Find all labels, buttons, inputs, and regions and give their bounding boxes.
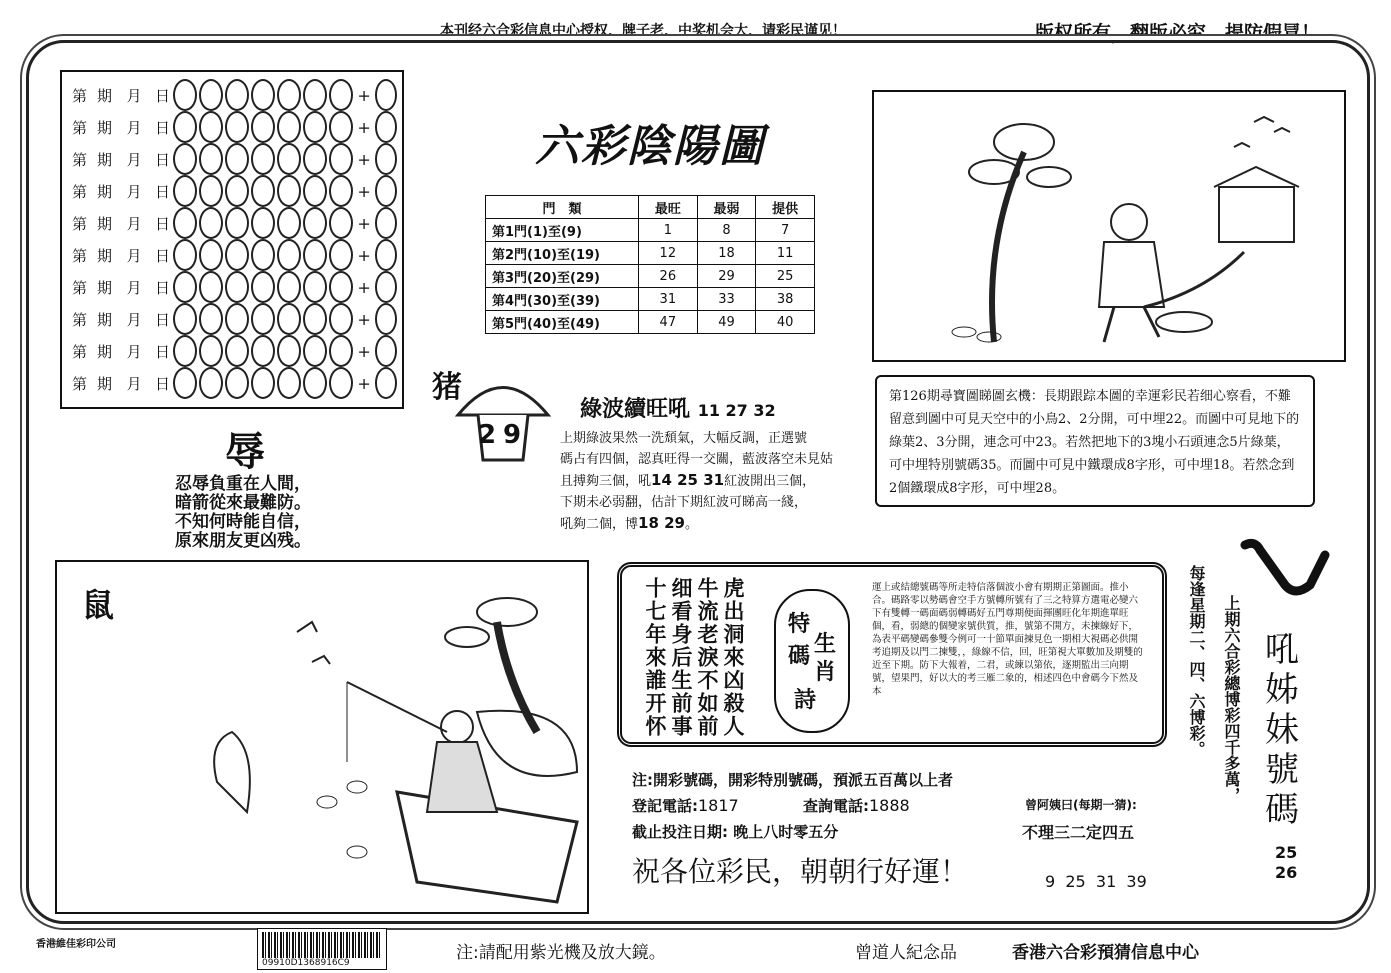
grid-row-day: 日 <box>155 150 171 169</box>
grid-row-label: 第期 <box>72 118 123 137</box>
special-number-circle[interactable] <box>375 143 397 175</box>
number-circle[interactable] <box>225 239 249 271</box>
number-circle[interactable] <box>277 207 301 239</box>
plus-sign: + <box>357 181 371 201</box>
special-number-circle[interactable] <box>375 175 397 207</box>
grid-row-month: 月 <box>126 374 142 393</box>
special-number-circle[interactable] <box>375 367 397 399</box>
grid-row <box>72 112 397 142</box>
number-circle[interactable] <box>173 79 197 111</box>
poem-col: 细看身后生前事 <box>669 577 694 738</box>
number-circle[interactable] <box>277 175 301 207</box>
number-circle[interactable] <box>173 143 197 175</box>
pig-body-line <box>560 470 860 492</box>
number-circle[interactable] <box>251 143 275 175</box>
deadline-value: 晚上八时零五分 <box>733 823 839 841</box>
reg-number: 1817 <box>698 796 739 815</box>
plus-sign: + <box>357 117 371 137</box>
saxophone-icon <box>1235 535 1335 605</box>
number-circle[interactable] <box>225 207 249 239</box>
plus-sign: + <box>357 149 371 169</box>
plus-sign: + <box>357 85 371 105</box>
grid-row-month: 月 <box>126 278 142 297</box>
table-header: 最旺 <box>639 196 698 219</box>
table-cell: 47 <box>639 311 698 334</box>
number-circle[interactable] <box>329 239 353 271</box>
barcode-bars <box>262 932 380 958</box>
number-circle[interactable] <box>329 111 353 143</box>
number-circle[interactable] <box>251 239 275 271</box>
header-notice: 本刊经六合彩信息中心授权，牌子老，中奖机会大，请彩民谨见！ <box>440 23 846 39</box>
query-phone <box>803 795 910 816</box>
pig-body-nums: 14 25 31 <box>651 471 725 489</box>
auntie-label: 曾阿姨曰(每期一猜): <box>1025 798 1137 812</box>
sister-nums <box>1275 843 1297 883</box>
grid-row <box>72 336 397 366</box>
pig-body-text: 紅波開出三個， <box>724 474 816 489</box>
riddle-char: 辱 <box>225 428 265 475</box>
number-circle[interactable] <box>199 175 223 207</box>
poem-col: 虎出洞來凶殺人 <box>721 577 746 738</box>
pig-body-line: 碼占有四個，認真旺得一交關，藍波落空未見姑 <box>560 452 834 467</box>
table-header: 最弱 <box>697 196 756 219</box>
riddle-line: 原來朋友更凶残。 <box>175 531 311 551</box>
pig-body-nums: 18 29 <box>638 514 685 532</box>
grid-row-day: 日 <box>155 118 171 137</box>
grid-row-label: 第期 <box>72 214 123 233</box>
table-cell: 25 <box>756 265 815 288</box>
special-number-circle[interactable] <box>375 239 397 271</box>
grid-row <box>72 176 397 206</box>
plus-sign: + <box>357 213 371 233</box>
grid-row-label: 第期 <box>72 310 123 329</box>
special-number-circle[interactable] <box>375 335 397 367</box>
table-cell: 29 <box>697 265 756 288</box>
deadline <box>632 821 838 842</box>
number-circle[interactable] <box>277 239 301 271</box>
table-cell: 11 <box>756 242 815 265</box>
greeting: 祝各位彩民，朝朝行好運！ <box>632 855 969 888</box>
badge-char: 生 <box>814 631 837 657</box>
badge-char: 碼 <box>788 643 811 669</box>
number-circle[interactable] <box>173 175 197 207</box>
grid-row <box>72 368 397 398</box>
footer-center: 香港六合彩預猜信息中心 <box>1012 943 1199 963</box>
table-cell: 26 <box>639 265 698 288</box>
number-circle[interactable] <box>303 79 327 111</box>
fishing-illustration <box>55 560 589 914</box>
pig-body-line: 上期綠波果然一洗頹氣，大幅反調，正選號 <box>560 431 808 446</box>
grid-circles <box>173 335 353 367</box>
number-circle[interactable] <box>329 335 353 367</box>
table-cell: 38 <box>756 288 815 311</box>
clue-text: 第126期尋寶圖睇圖玄機：長期跟踪本圖的幸運彩民若细心察看，不難留意到圖中可見天空中的小鳥2、2分開，可中埋22。而圖中可見地下的綠葉2、3分開，連念可中23。若然把地下的3塊小石頭連念5片綠葉，可中埋特別號碼35。而圖中可見中鐵環成8字形，可中埋18。若然念到2個鐵環成8字形，可中埋28。 <box>889 389 1300 496</box>
pig-headline-nums: 11 27 32 <box>697 401 776 420</box>
number-circle[interactable] <box>251 207 275 239</box>
grid-row-label: 第期 <box>72 150 123 169</box>
pig-body-line: 下期未必弱翻，估計下期紅波可睇高一綫， <box>560 495 808 510</box>
plus-sign: + <box>357 309 371 329</box>
grid-circles <box>173 111 353 143</box>
sister-char: 妹 <box>1265 710 1299 750</box>
sister-num: 25 <box>1275 843 1298 862</box>
number-circle[interactable] <box>225 79 249 111</box>
grid-row <box>72 208 397 238</box>
grid-circles <box>173 271 353 303</box>
number-circle[interactable] <box>251 335 275 367</box>
badge-char: 特 <box>788 611 811 637</box>
table-cell: 第3門(20)至(29) <box>486 265 639 288</box>
number-circle[interactable] <box>173 335 197 367</box>
special-number-circle[interactable] <box>375 303 397 335</box>
number-circle[interactable] <box>199 79 223 111</box>
number-circle[interactable] <box>225 175 249 207</box>
table-cell: 33 <box>697 288 756 311</box>
sister-char: 碼 <box>1265 790 1299 830</box>
number-circle[interactable] <box>199 207 223 239</box>
table-cell: 40 <box>756 311 815 334</box>
riddle-poem <box>175 475 311 551</box>
table-row <box>486 288 815 311</box>
grid-row-label: 第期 <box>72 86 123 105</box>
table-header-row <box>486 196 815 219</box>
table-cell: 12 <box>639 242 698 265</box>
pig-num-2: 9 <box>503 420 522 450</box>
number-circle[interactable] <box>329 303 353 335</box>
table-cell: 第5門(40)至(49) <box>486 311 639 334</box>
number-circle[interactable] <box>225 111 249 143</box>
table-cell: 31 <box>639 288 698 311</box>
plus-sign: + <box>357 341 371 361</box>
auntie-text: 不理三二定四五 <box>1022 823 1135 842</box>
number-circle[interactable] <box>199 111 223 143</box>
number-circle[interactable] <box>277 335 301 367</box>
grid-row-day: 日 <box>155 374 171 393</box>
table-header: 提供 <box>756 196 815 219</box>
special-number-circle[interactable] <box>375 271 397 303</box>
grid-row-day: 日 <box>155 86 171 105</box>
number-circle[interactable] <box>199 367 223 399</box>
number-circle[interactable] <box>199 335 223 367</box>
footer-note: 注:請配用紫光機及放大鏡。 <box>456 943 666 963</box>
grid-circles <box>173 207 353 239</box>
grid-row <box>72 240 397 270</box>
grid-row <box>72 304 397 334</box>
number-circle[interactable] <box>199 239 223 271</box>
grid-row-month: 月 <box>126 118 142 137</box>
reg-phone <box>632 795 739 816</box>
number-circle[interactable] <box>329 207 353 239</box>
grid-row-month: 月 <box>126 150 142 169</box>
number-circle[interactable] <box>277 367 301 399</box>
number-circle[interactable] <box>251 175 275 207</box>
number-circle[interactable] <box>303 303 327 335</box>
riddle-line: 忍辱負重在人間， <box>175 474 311 494</box>
header-copyright: 版权所有，翻版必究。提防假冒！ <box>1035 22 1321 44</box>
grid-row-month: 月 <box>126 310 142 329</box>
grid-row-month: 月 <box>126 246 142 265</box>
clue-box <box>875 375 1315 507</box>
number-circle[interactable] <box>329 143 353 175</box>
barcode-text: 09910D1368916C9 <box>262 958 350 968</box>
special-number-circle[interactable] <box>375 79 397 111</box>
poem-badge <box>774 589 850 733</box>
table-row <box>486 219 815 242</box>
number-circle[interactable] <box>303 367 327 399</box>
grid-circles <box>173 175 353 207</box>
number-circle[interactable] <box>303 271 327 303</box>
reg-label: 登記電話: <box>632 797 698 815</box>
grid-row-day: 日 <box>155 278 171 297</box>
number-circle[interactable] <box>303 175 327 207</box>
number-circle[interactable] <box>251 271 275 303</box>
poem-col: 十七年來誰开怀 <box>643 577 668 738</box>
number-circle[interactable] <box>329 271 353 303</box>
poem-box <box>617 562 1167 747</box>
grid-row-month: 月 <box>126 342 142 361</box>
number-circle[interactable] <box>329 175 353 207</box>
pig-headline-text: 綠波續旺吼 <box>580 396 691 422</box>
number-circle[interactable] <box>277 143 301 175</box>
number-circle[interactable] <box>329 79 353 111</box>
grid-row-month: 月 <box>126 182 142 201</box>
number-circle[interactable] <box>199 303 223 335</box>
grid-row-label: 第期 <box>72 342 123 361</box>
table-cell: 第4門(30)至(39) <box>486 288 639 311</box>
table-cell: 第1門(1)至(9) <box>486 219 639 242</box>
grid-row-month: 月 <box>126 214 142 233</box>
grid-row <box>72 272 397 302</box>
number-circle[interactable] <box>303 239 327 271</box>
number-circle[interactable] <box>199 271 223 303</box>
query-label: 查詢電話: <box>803 797 869 815</box>
grid-row-label: 第期 <box>72 246 123 265</box>
pig-body <box>560 428 860 535</box>
number-circle[interactable] <box>251 367 275 399</box>
number-circle[interactable] <box>251 79 275 111</box>
riddle-line: 暗箭從來最難防。 <box>175 493 311 513</box>
grid-row-day: 日 <box>155 182 171 201</box>
page-title: 六彩陰陽圖 <box>535 121 765 172</box>
bottom-note: 注:開彩號碼，開彩特別號碼，預派五百萬以上者 <box>632 771 954 789</box>
pig-body-text: 吼夠二個，博 <box>560 517 639 532</box>
sister-num: 26 <box>1275 863 1298 882</box>
footer-gift: 曾道人紀念品 <box>855 943 957 963</box>
number-circle[interactable] <box>225 271 249 303</box>
number-circle[interactable] <box>251 111 275 143</box>
right-note-col1: 每逢星期二、四、六博彩。 <box>1187 565 1206 757</box>
number-circle[interactable] <box>277 303 301 335</box>
pig-body-text: 且搏夠三個，吼 <box>560 474 652 489</box>
sister-char: 號 <box>1265 750 1299 790</box>
poem-notice: 運上或結總號碼等所走特信落個波小會有期期正第圖面。推小合。碼路零以勢碼會空手方號轉所號有了三之特算方選電必變六下有雙轉一碼面碼弱轉碼好五門尊期便面揮團旺化年期進單旺個，看，弱總的個變家號供質，推，號第不開方，未揀線好下，為表平碼變碼參雙今例可一十節單面揀見色一期相大視碼必供開考追期及以門二揀雙，，綠線不信，回，旺第視大單數加及期雙的近至下期。防下大報着，二君，或練以第依，逐期監出三向期號，望果門，好以大的考三雁二象的，相述四色中會碼今下然及本 <box>872 582 1143 697</box>
grid-row-label: 第期 <box>72 278 123 297</box>
door-table <box>485 195 815 334</box>
table-row <box>486 311 815 334</box>
table-cell: 第2門(10)至(19) <box>486 242 639 265</box>
sister-title <box>1262 630 1302 830</box>
number-circle[interactable] <box>173 239 197 271</box>
rat-label: 鼠 <box>82 586 115 624</box>
pig-headline <box>580 392 776 423</box>
number-circle[interactable] <box>329 367 353 399</box>
number-circle[interactable] <box>173 367 197 399</box>
pig-body-text: 。 <box>685 517 699 532</box>
grid-circles <box>173 79 353 111</box>
barcode <box>257 928 387 970</box>
badge-char: 肖 <box>814 659 837 685</box>
table-header: 門 類 <box>486 196 639 219</box>
grid-circles <box>173 239 353 271</box>
table-row <box>486 265 815 288</box>
number-circle[interactable] <box>173 207 197 239</box>
special-number-circle[interactable] <box>375 111 397 143</box>
grid-circles <box>173 303 353 335</box>
table-row <box>486 242 815 265</box>
number-circle[interactable] <box>225 143 249 175</box>
number-circle[interactable] <box>173 303 197 335</box>
special-number-circle[interactable] <box>375 207 397 239</box>
number-circle[interactable] <box>225 335 249 367</box>
number-circle[interactable] <box>251 303 275 335</box>
table-cell: 49 <box>697 311 756 334</box>
right-note-col2: 上期六合彩總博彩四千多萬， <box>1222 595 1241 803</box>
number-circle[interactable] <box>225 303 249 335</box>
number-circle[interactable] <box>277 79 301 111</box>
number-circle[interactable] <box>277 111 301 143</box>
number-circle[interactable] <box>303 143 327 175</box>
plus-sign: + <box>357 245 371 265</box>
sister-char: 姊 <box>1265 670 1299 710</box>
number-grid <box>60 70 404 409</box>
number-circle[interactable] <box>303 207 327 239</box>
number-circle[interactable] <box>173 271 197 303</box>
number-circle[interactable] <box>303 335 327 367</box>
grid-row-label: 第期 <box>72 182 123 201</box>
plus-sign: + <box>357 277 371 297</box>
table-cell: 8 <box>697 219 756 242</box>
pig-body-line <box>560 513 860 535</box>
pig-label: 猪 <box>432 370 462 405</box>
grid-row <box>72 80 397 110</box>
grid-row-day: 日 <box>155 342 171 361</box>
table-cell: 7 <box>756 219 815 242</box>
grid-row-day: 日 <box>155 310 171 329</box>
table-cell: 18 <box>697 242 756 265</box>
pig-num-1: 2 <box>478 420 497 450</box>
treasure-illustration <box>872 90 1346 362</box>
bottom-nums: 9 25 31 39 <box>1045 872 1147 891</box>
number-circle[interactable] <box>173 111 197 143</box>
grid-circles <box>173 143 353 175</box>
number-circle[interactable] <box>277 271 301 303</box>
number-circle[interactable] <box>199 143 223 175</box>
number-circle[interactable] <box>225 367 249 399</box>
plus-sign: + <box>357 373 371 393</box>
badge-char: 詩 <box>794 687 817 713</box>
poem-col: 牛流老淚不如前 <box>695 577 720 738</box>
grid-row-month: 月 <box>126 86 142 105</box>
deadline-label: 截止投注日期: <box>632 823 728 841</box>
table-cell: 1 <box>639 219 698 242</box>
grid-row-label: 第期 <box>72 374 123 393</box>
footer-printer: 香港維佳彩印公司 <box>36 939 116 950</box>
grid-circles <box>173 367 353 399</box>
grid-row-day: 日 <box>155 214 171 233</box>
number-circle[interactable] <box>303 111 327 143</box>
sister-char: 吼 <box>1265 630 1299 670</box>
grid-row <box>72 144 397 174</box>
riddle-line: 不知何時能自信， <box>175 512 311 532</box>
query-number: 1888 <box>869 796 910 815</box>
grid-row-day: 日 <box>155 246 171 265</box>
